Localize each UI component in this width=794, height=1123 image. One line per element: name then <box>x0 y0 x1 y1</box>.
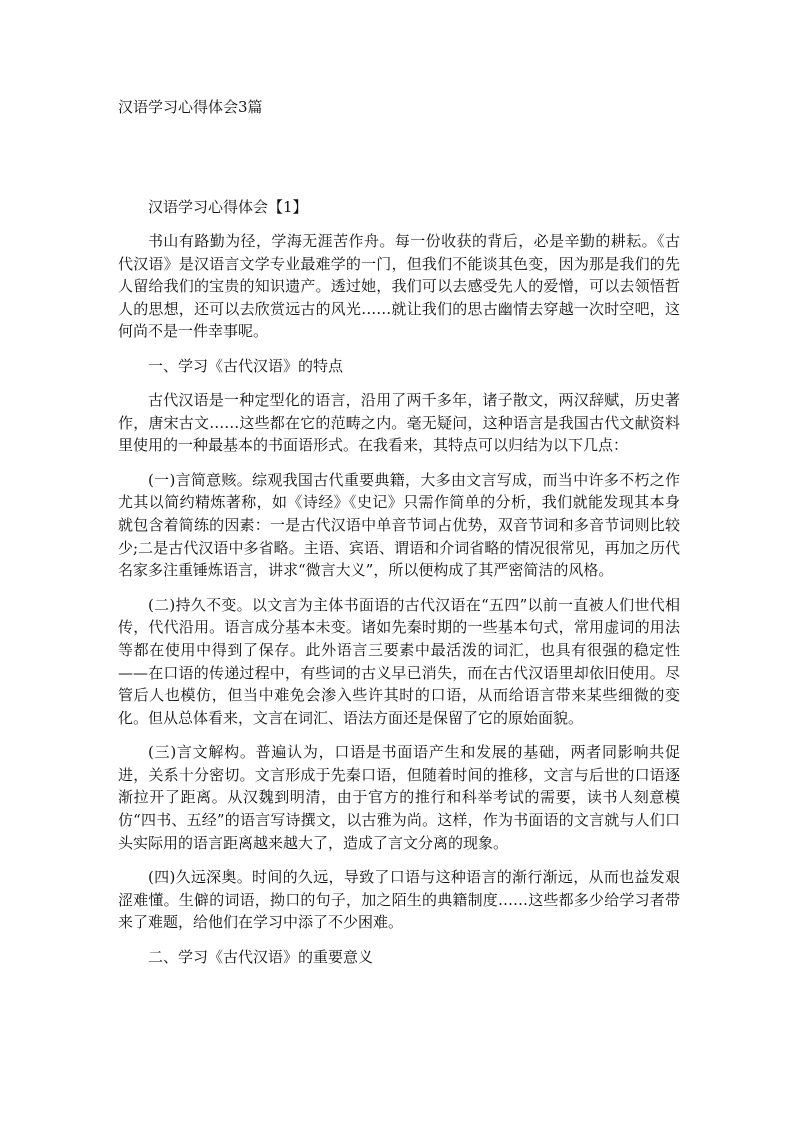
document-title: 汉语学习心得体会3篇 <box>118 98 263 116</box>
paragraph-separation: (三)言文解构。普遍认为，口语是书面语产生和发展的基础，两者同影响共促进，关系十分密切。文言形成于先秦口语，但随着时间的推移，文言与后世的口语逐渐拉开了距离。从汉魏到明清，由于官方的推行和科举考试的需要，读书人刻意模仿“四书、五经”的语言写诗撰文，以古雅为尚。这样，作为书面语的文言就与人们口头实际用的语言距离越来越大了，造成了言文分离的现象。 <box>118 743 680 852</box>
section-title: 汉语学习心得体会【1】 <box>148 198 308 216</box>
document-body <box>118 196 680 980</box>
intro-paragraph: 书山有路勤为径，学海无涯苦作舟。每一份收获的背后，必是辛勤的耕耘。《古代汉语》是汉语言文学专业最难学的一门，但我们不能谈其色变，因为那是我们的先人留给我们的宝贵的知识遗产。透过她，我们可以去感受先人的爱憎，可以去领悟哲人的思想，还可以去欣赏远古的风光……就让我们的思古幽情去穿越一次时空吧，这何尚不是一件幸事呢。 <box>118 232 680 341</box>
paragraph-profound: (四)久远深奥。时间的久远，导致了口语与这种语言的渐行渐远，从而也益发艰涩难懂。生僻的词语，拗口的句子，加之陌生的典籍制度……这些都多少给学习者带来了难题，给他们在学习中添了不少困难。 <box>118 868 680 932</box>
paragraph-overview: 古代汉语是一种定型化的语言，沿用了两千多年，诸子散文，两汉辞赋，历史著作，唐宋古文……这些都在它的范畴之内。毫无疑问，这种语言是我国古代文献资料里使用的一种最基本的书面语形式。在我看来，其特点可以归结为以下几点： <box>118 390 680 455</box>
paragraph-concise: (一)言简意赅。综观我国古代重要典籍，大多由文言写成，而当中许多不朽之作尤其以简约精炼著称，如《诗经》《史记》只需作简单的分析，我们就能发现其本身就包含着简练的因素：一是古代汉语中单音节词占优势，双音节词和多音节词则比较少;二是古代汉语中多省略。主语、宾语、谓语和介词省略的情况很常见，再加之历代名家多注重锤炼语言，讲求“微言大义”，所以便构成了其严密简洁的风格。 <box>118 470 680 580</box>
paragraph-enduring: (二)持久不变。以文言为主体书面语的古代汉语在“五四”以前一直被人们世代相传，代代沿用。语言成分基本未变。诸如先秦时期的一些基本句式，常用虚词的用法等都在使用中得到了保存。此外语言三要素中最活泼的词汇，也具有很强的稳定性——在口语的传递过程中，有些词的古义早已消失，而在古代汉语里却依旧使用。尽管后人也模仿，但当中难免会渗入些许其时的口语，从而给语言带来某些细微的变化。但从总体看来，文言在词汇、语法方面还是保留了它的原始面貌。 <box>118 595 680 727</box>
heading-significance: 二、学习《古代汉语》的重要意义 <box>148 948 374 967</box>
heading-features: 一、学习《古代汉语》的特点 <box>148 356 344 375</box>
